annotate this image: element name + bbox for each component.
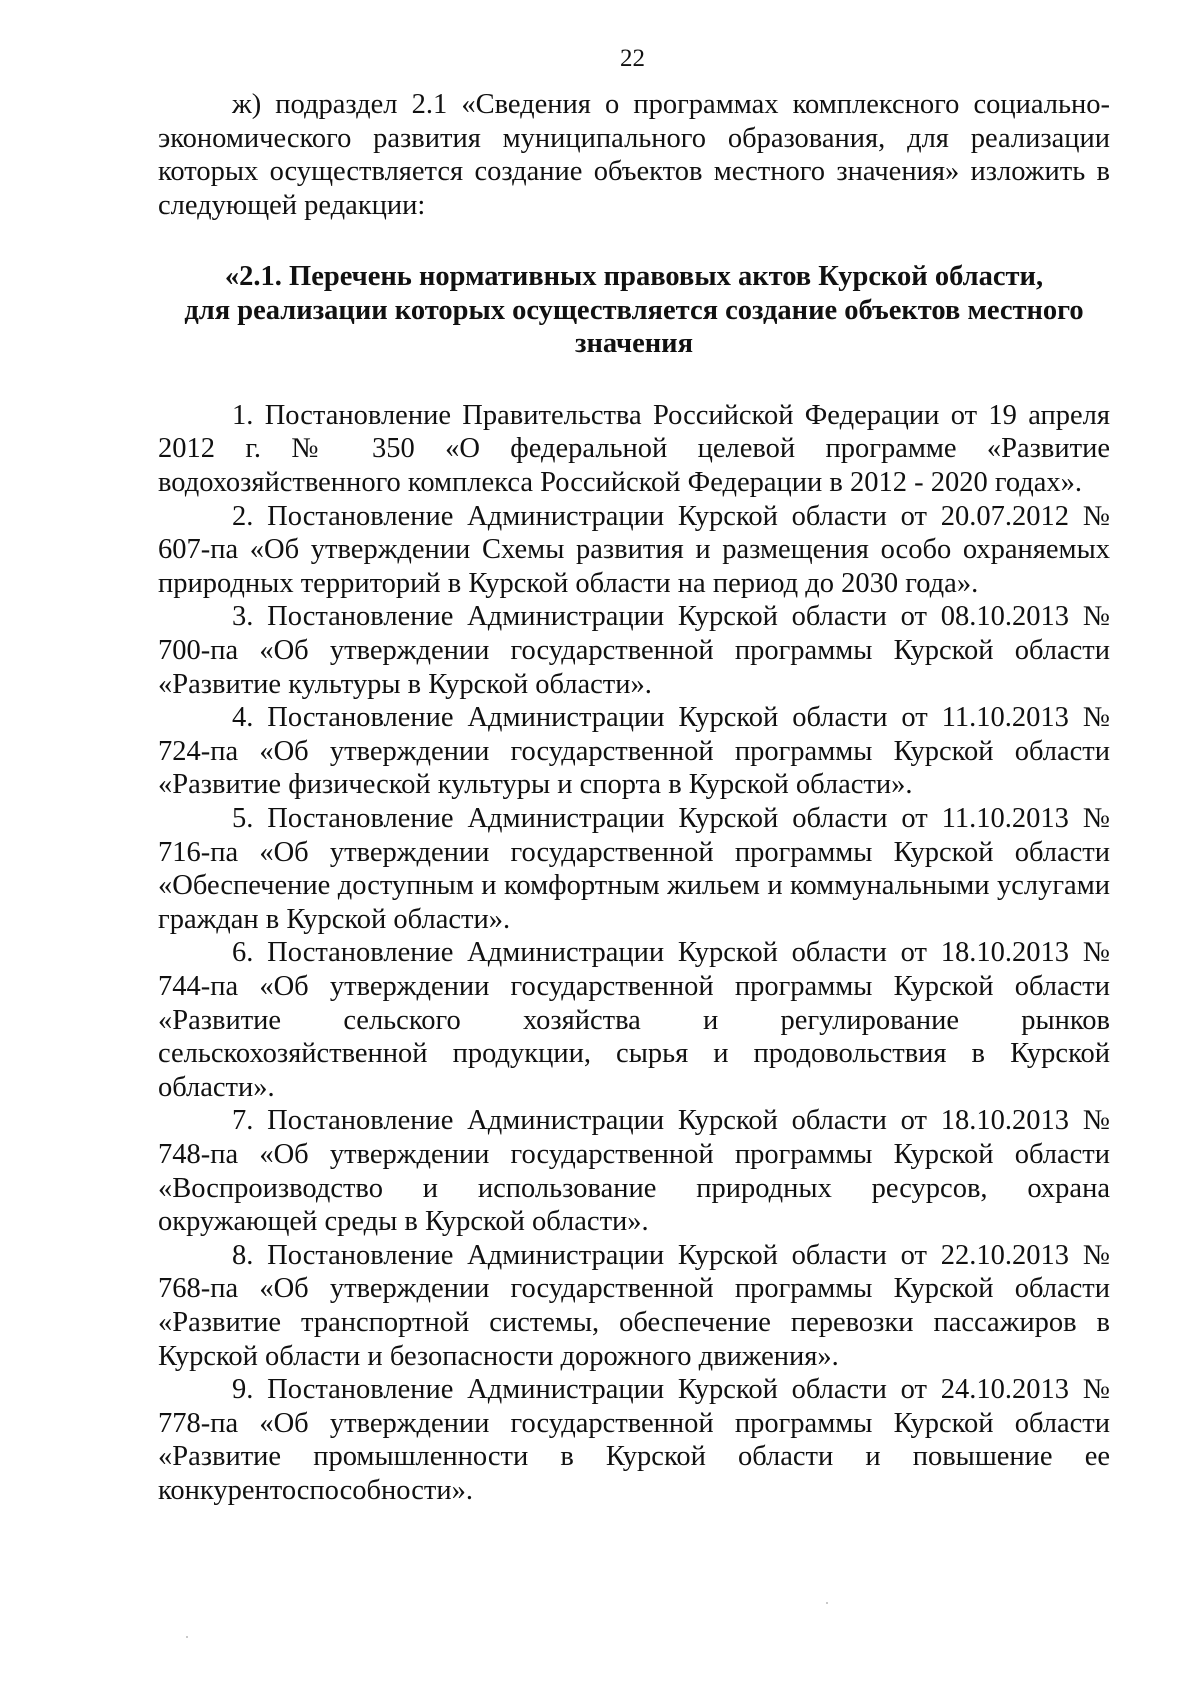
list-item: 1. Постановление Правительства Российской Федерации от 19 апреля 2012 г. № 350 «О федеральной целевой программе «Развитие водохозяйственного комплекса Российской Федерации в 2012 - 2020 годах».: [158, 399, 1110, 499]
acts-list: [158, 399, 1110, 1508]
list-item: 4. Постановление Администрации Курской области от 11.10.2013 № 724-па «Об утверждении государственной программы Курской области «Развитие физической культуры и спорта в Курской области».: [158, 702, 1110, 801]
document-body: [158, 88, 1110, 1507]
list-item: 8. Постановление Администрации Курской области от 22.10.2013 № 768-па «Об утверждении государственной программы Курской области «Развитие транспортной системы, обеспечение перевозки пассажиров в Курской области и безопасности дорожного движения».: [158, 1239, 1110, 1372]
section-heading-line-3: значения: [575, 328, 693, 360]
list-item: 6. Постановление Администрации Курской области от 18.10.2013 № 744-па «Об утверждении государственной программы Курской области «Развитие сельского хозяйства и регулирование рынков сельскохозяйственной продукции, сырья и продовольствия в Курской области».: [158, 937, 1110, 1103]
list-item: 2. Постановление Администрации Курской области от 20.07.2012 № 607-па «Об утверждении Схемы развития и размещения особо охраняемых природных территорий в Курской области на период до 2030 года».: [158, 500, 1110, 599]
section-heading-line-1: «2.1. Перечень нормативных правовых актов Курской области,: [224, 261, 1044, 293]
list-item: 3. Постановление Администрации Курской области от 08.10.2013 № 700-па «Об утверждении государственной программы Курской области «Развитие культуры в Курской области».: [158, 601, 1110, 700]
scan-speck: [826, 1602, 828, 1604]
list-item: 9. Постановление Администрации Курской области от 24.10.2013 № 778-па «Об утверждении государственной программы Курской области «Развитие промышленности в Курской области и повышение ее конкурентоспособности».: [158, 1374, 1110, 1506]
section-heading-line-2: для реализации которых осуществляется создание объектов местного: [184, 294, 1084, 326]
list-item: 7. Постановление Администрации Курской области от 18.10.2013 № 748-па «Об утверждении государственной программы Курской области «Воспроизводство и использование природных ресурсов, охрана окружающей среды в Курской области».: [158, 1105, 1110, 1238]
page-number: 22: [620, 45, 645, 72]
scan-speck: [186, 1636, 188, 1638]
section-heading: [158, 260, 1110, 361]
list-item: 5. Постановление Администрации Курской области от 11.10.2013 № 716-па «Об утверждении государственной программы Курской области «Обеспечение доступным и комфортным жильем и коммунальными услугами граждан в Курской области».: [158, 803, 1110, 935]
intro-paragraph: ж) подраздел 2.1 «Сведения о программах комплексного социально-экономического развития муниципального образования, для реализации которых осуществляется создание объектов местного значения» изложить в следующей редакции:: [158, 89, 1110, 221]
